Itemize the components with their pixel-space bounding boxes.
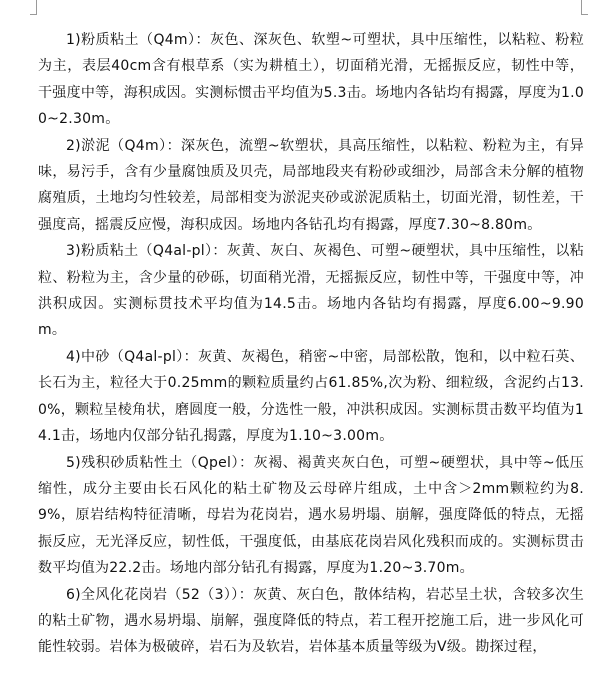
paragraph-1-text: 1)粉质粘土（Q4m）：灰色、深灰色、软塑~可塑状，具中压缩性，以粘粒、粉粒为主，表层40cm含有根草系（实为耕植土），切面稍光滑，无摇振反应，韧性中等，干强度中等，海积成因。实测标惯击平均值为5.3击。场地内各钻均有揭露，厚度为1.00~2.30m。	[38, 32, 584, 128]
paragraph-4-text: 4)中砂（Q4al-pl）：灰黄、灰褐色，稍密~中密，局部松散，饱和，以中粒石英、长石为主，粒径大于0.25mm的颗粒质量约占61.85%,次为粉、细粒级，含泥约占13.0%，颗粒呈棱角状，磨圆度一般，分选性一般，冲洪积成因。实测标贯击数平均值为14.1击，场地内仅部分钻孔揭露，厚度为1.10~3.00m。	[38, 348, 584, 445]
paragraph-1[interactable]	[38, 27, 584, 133]
margin-corner-mark-left	[30, 0, 37, 15]
margin-corner-mark-right	[581, 0, 588, 15]
document-body[interactable]	[38, 27, 584, 661]
paragraph-3-text: 3)粉质粘土（Q4al-pl）：灰黄、灰白、灰褐色、可塑~硬塑状，具中压缩性，以粘粒、粉粒为主，含少量的砂砾，切面稍光滑，无摇振反应，韧性中等，干强度中等，冲洪积成因。实测标贯技术平均值为14.5击。场地内各钻均有揭露，厚度6.00~9.90m。	[38, 243, 584, 339]
paragraph-4[interactable]	[38, 344, 584, 450]
paragraph-5[interactable]	[38, 450, 584, 582]
paragraph-6[interactable]	[38, 582, 584, 661]
paragraph-5-text: 5)残积砂质粘性土（Qpel）：灰褐、褐黄夹灰白色，可塑~硬塑状，具中等~低压缩性，成分主要由长石风化的粘土矿物及云母碎片组成，土中含＞2mm颗粒约为8.9%，原岩结构特征清晰，母岩为花岗岩，遇水易坍塌、崩解，强度降低的特点，无摇振反应，无光泽反应，韧性低，干强度低，由基底花岗岩风化残积而成的。实测标贯击数平均值为22.2击。场地内部分钻孔有揭露，厚度为1.20~3.70m。	[38, 454, 584, 577]
paragraph-3[interactable]	[38, 238, 584, 344]
paragraph-6-text: 6)全风化花岗岩（52（3））：灰黄、灰白色，散体结构，岩芯呈土状，含较多次生的粘土矿物，遇水易坍塌、崩解，强度降低的特点，若工程开挖施工后，进一步风化可能性较弱。岩体为极破碎，岩石为及软岩，岩体基本质量等级为V级。勘探过程，	[38, 586, 584, 656]
paragraph-2-text: 2)淤泥（Q4m）：深灰色，流塑~软塑状，具高压缩性，以粘粒、粉粒为主，有异味，易污手，含有少量腐蚀质及贝壳，局部地段夹有粉砂或细沙，局部含未分解的植物腐殖质，土地均匀性较差，局部相变为淤泥夹砂或淤泥质粘土，切面光滑，韧性差，干强度高，摇震反应慢，海积成因。场地内各钻孔均有揭露，厚度7.30~8.80m。	[38, 137, 584, 233]
paragraph-2[interactable]	[38, 133, 584, 239]
